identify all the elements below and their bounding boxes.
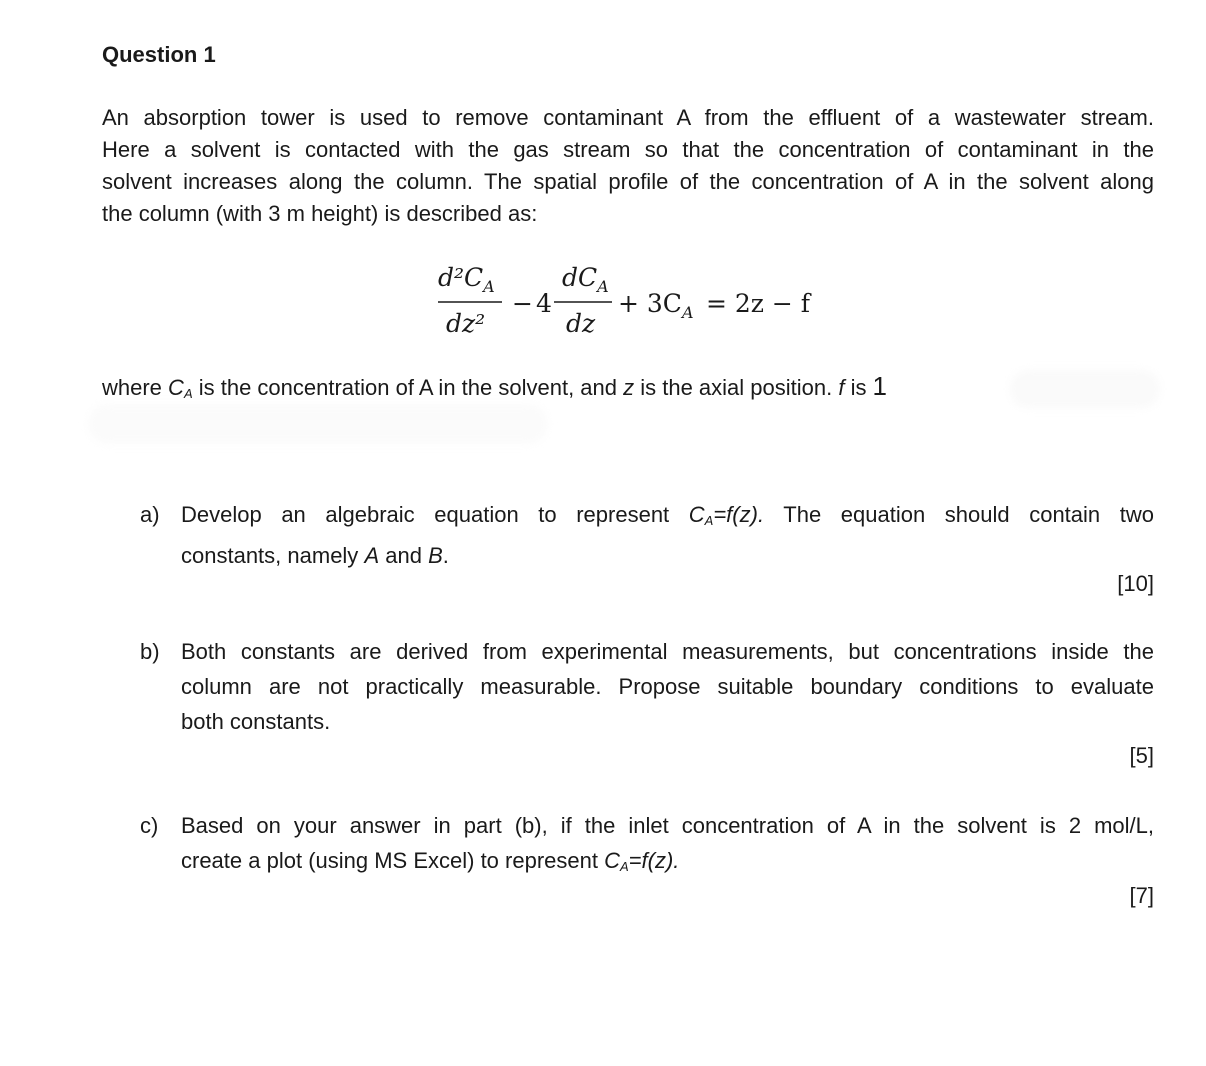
part-line: Develop an algebraic equation to represent $C_A=f(z)$. The equation should contain two	[181, 502, 1154, 528]
marks-c: [7]	[1129, 883, 1154, 908]
ca-symbol: C	[168, 375, 184, 400]
question-intro	[102, 102, 1154, 230]
part-line: both constants.	[181, 709, 331, 734]
eq-plus-term: + $3C_A$	[618, 289, 694, 322]
differential-equation	[436, 258, 876, 344]
intro-line: the column (with 3 m height) is described as:	[102, 201, 538, 226]
part-line: column are not practically measurable. Propose suitable boundary conditions to evaluate	[181, 674, 1154, 699]
where-clause: where $C_A$ is the concentration of A in the solvent, and z is the axial position. f is 1	[102, 371, 887, 401]
question-title: Question 1	[102, 42, 216, 67]
marks-a: [10]	[1117, 571, 1154, 596]
part-label: a)	[140, 502, 160, 527]
eq-term2-numerator: $dC_A$	[562, 263, 609, 296]
part-line: constants, namely A and B.	[181, 543, 449, 568]
part-line: Based on your answer in part (b), if the inlet concentration of A in the solvent is 2 mol/L,	[181, 813, 1154, 838]
eq-coefficient: 4	[536, 289, 552, 318]
eq-minus: −	[512, 289, 533, 318]
intro-line: An absorption tower is used to remove contaminant A from the effluent of a wastewater stream.	[102, 105, 1154, 130]
smudge-mark	[88, 404, 548, 444]
eq-term1-denominator: dz²	[446, 309, 486, 338]
part-a	[140, 497, 1154, 573]
z-symbol: z	[623, 375, 635, 400]
eq-term1-numerator: $d^2C_A$	[438, 263, 495, 296]
part-label: c)	[140, 813, 159, 838]
part-line: create a plot (using MS Excel) to represent $C_A=f(z)$.	[181, 848, 680, 874]
intro-line: solvent increases along the column. The spatial profile of the concentration of A in the solvent along	[102, 169, 1154, 194]
part-c	[140, 808, 1154, 884]
marks-b: [5]	[1129, 743, 1154, 768]
eq-rhs: = 2z − f	[706, 289, 811, 318]
part-b	[140, 634, 1154, 739]
eq-term2-denominator: dz	[566, 309, 596, 338]
part-line: Both constants are derived from experimental measurements, but concentrations inside the	[181, 639, 1154, 664]
intro-line: Here a solvent is contacted with the gas stream so that the concentration of contaminant in the	[102, 137, 1154, 162]
f-symbol: f	[838, 375, 845, 400]
part-label: b)	[140, 639, 160, 664]
f-value: 1	[872, 371, 887, 401]
